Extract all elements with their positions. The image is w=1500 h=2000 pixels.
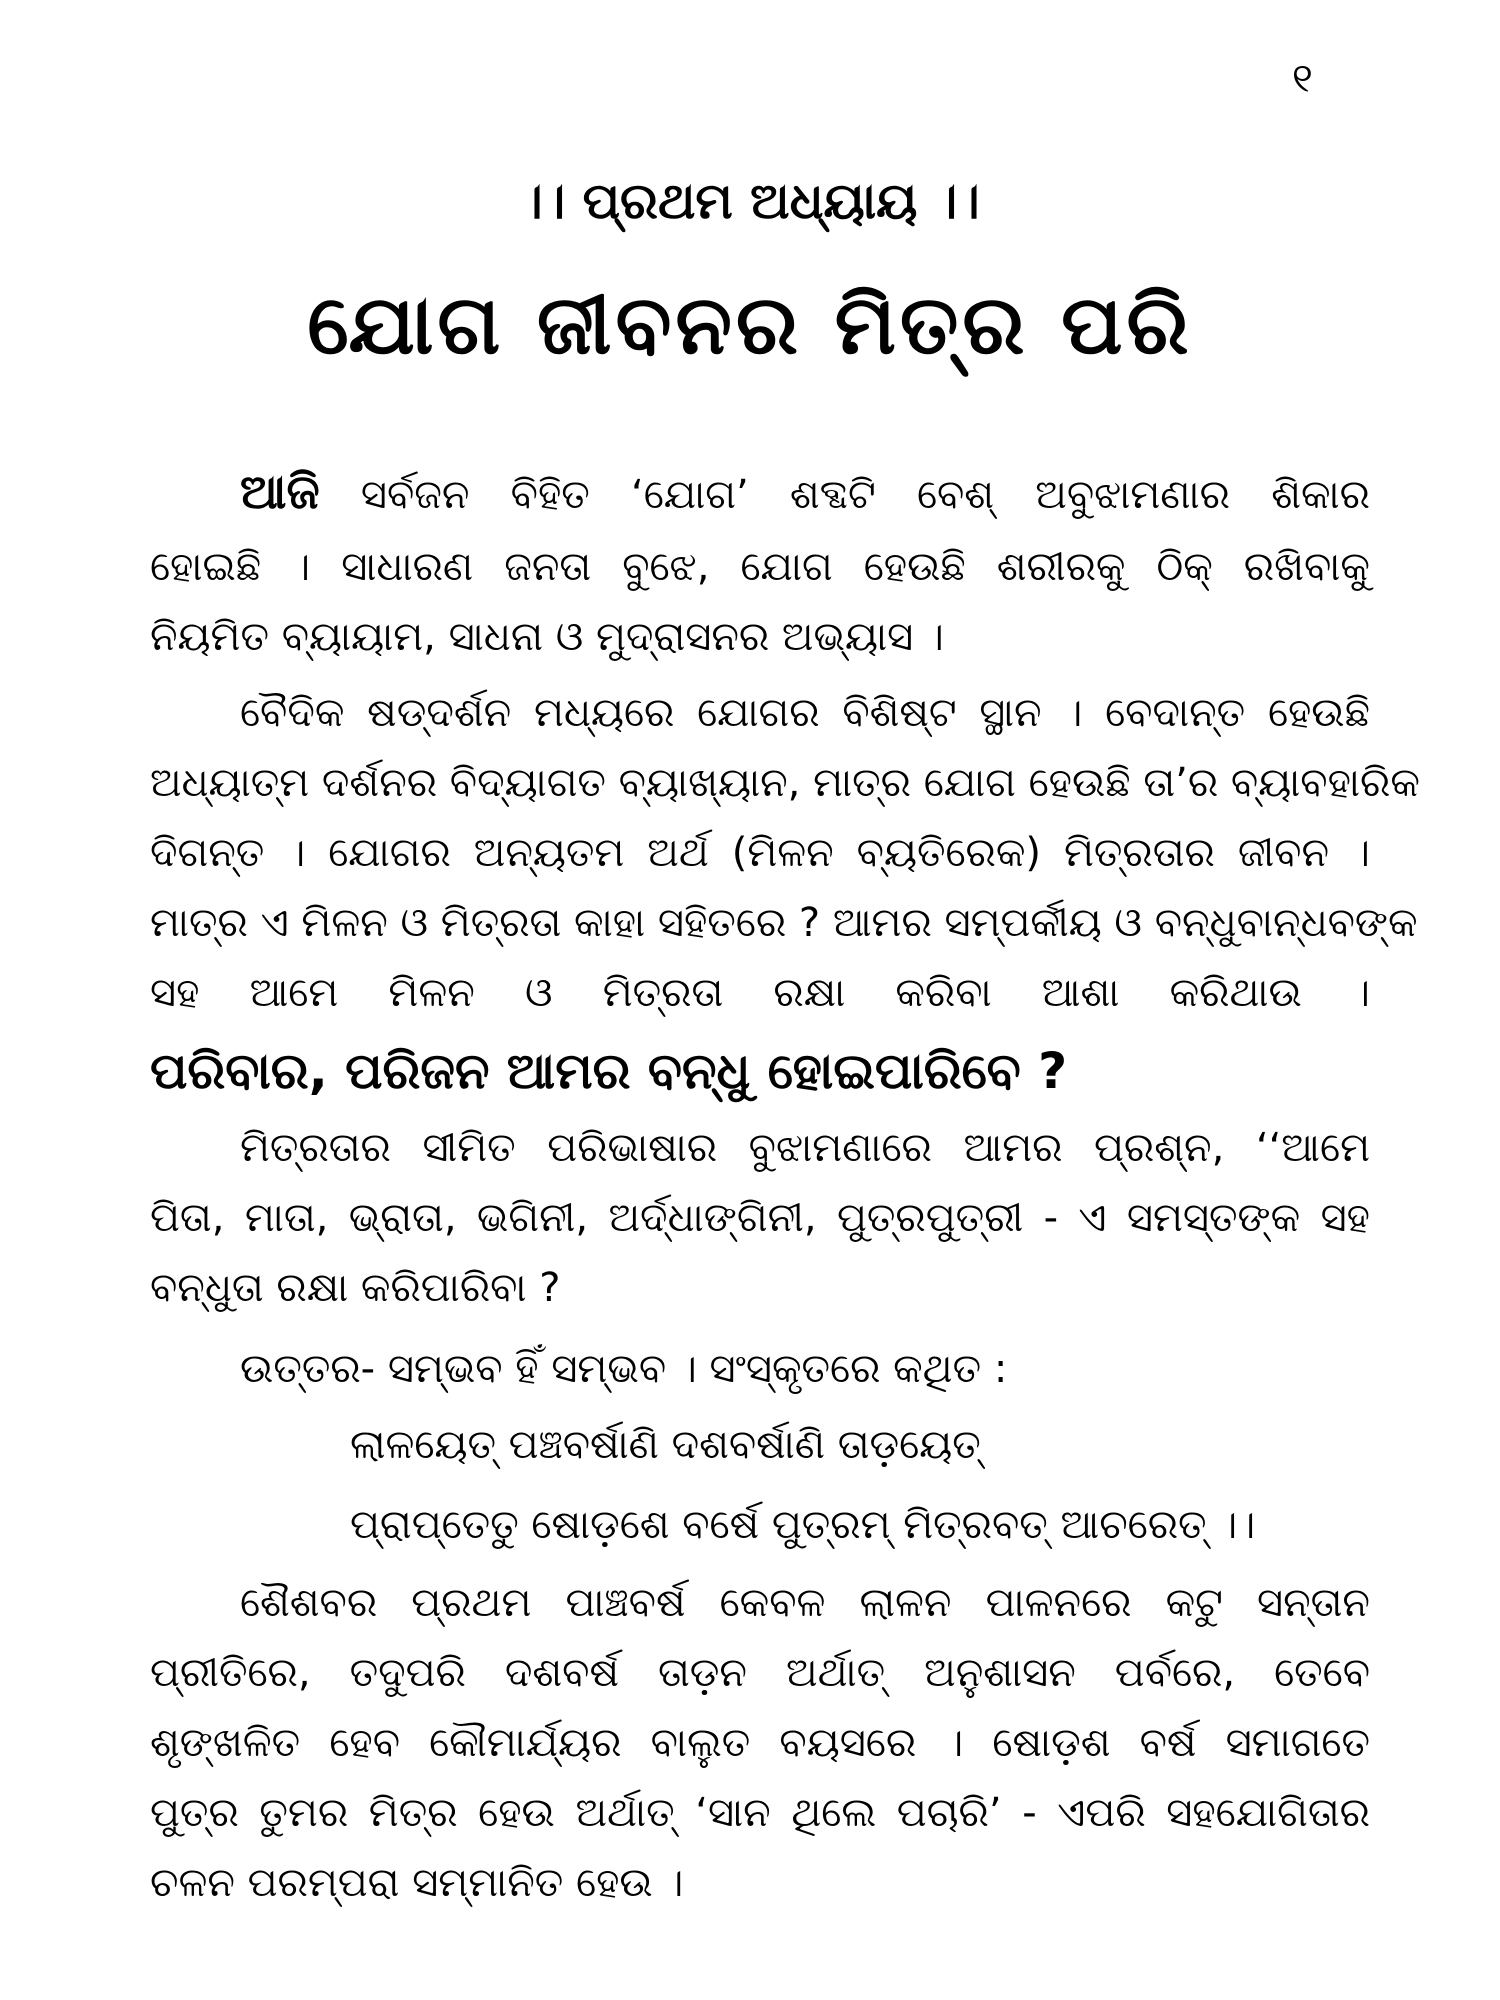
paragraph-line: ପିତା, ମାତା, ଭ୍ରାତା, ଭଗିନୀ, ଅର୍ଦ୍ଧାଙ୍ଗିନୀ, ପୁତ୍ରପୁତ୍ରୀ - ଏ ସମସ୍ତଙ୍କ ସହ [150,1195,1370,1241]
page-number: ୧ [1292,56,1313,102]
chapter-label: ।। ପ୍ରଥମ ଅଧ୍ୟାୟ ।। [520,172,980,230]
line-text: ସର୍ବଜନ ବିହିତ ‘ଯୋଗ’ ଶବ୍ଦଟି ବେଶ୍ ଅବୁଝାମଣାର ଶିକାର [319,472,1370,518]
section-heading: ପରିବାର, ପରିଜନ ଆମର ବନ୍ଧୁ ହୋଇପାରିବେ ? [150,1042,1068,1100]
paragraph-line: ପୁତ୍ର ତୁମର ମିତ୍ର ହେଉ ଅର୍ଥାତ୍ ‘ସାନ ଥିଲେ ପଚାରି’ - ଏପରି ସହଯୋଗିତାର [150,1790,1370,1836]
paragraph-line: ସହ ଆମେ ମିଳନ ଓ ମିତ୍ରତା ରକ୍ଷା କରିବା ଆଶା କରିଥାଉ । [150,970,1370,1016]
paragraph-line: ମାତ୍ର ଏ ମିଳନ ଓ ମିତ୍ରତା କାହା ସହିତରେ ? ଆମର ସମ୍ପର୍କୀୟ ଓ ବନ୍ଧୁବାନ୍ଧବଙ୍କ [150,900,1418,946]
paragraph-line: ହୋଇଛି । ସାଧାରଣ ଜନତା ବୁଝେ, ଯୋଗ ହେଉଛି ଶରୀରକୁ ଠିକ୍ ରଖିବାକୁ [150,544,1370,590]
paragraph-line: ଚଳନ ପରମ୍ପରା ସମ୍ମାନିତ ହେଉ । [150,1860,684,1906]
verse-line: ଲାଳୟେତ୍ ପଞ୍ଚବର୍ଷାଣି ଦଶବର୍ଷାଣି ତାଡ଼ୟେତ୍ [350,1422,981,1468]
paragraph-line: ଶୃଙ୍ଖଳିତ ହେବ କୌମାର୍ଯ୍ୟର ବାଲୁତ ବୟସରେ । ଷୋଡ଼ଶ ବର୍ଷ ସମାଗତେ [150,1720,1370,1766]
paragraph-line: ମିତ୍ରତାର ସୀମିତ ପରିଭାଷାର ବୁଝାମଣାରେ ଆମର ପ୍ରଶ୍ନ, ‘‘ଆମେ [240,1125,1370,1171]
paragraph-line: ବୈଦିକ ଷଡ୍ଦର୍ଶନ ମଧ୍ୟରେ ଯୋଗର ବିଶିଷ୍ଟ ସ୍ଥାନ । ବେଦାନ୍ତ ହେଉଛି [240,690,1370,736]
paragraph-line: ଶୈଶବର ପ୍ରଥମ ପାଞ୍ଚବର୍ଷ କେବଳ ଲାଳନ ପାଳନରେ କଟୁ ସନ୍ତାନ [240,1580,1370,1626]
lead-word: ଆଜି [240,464,320,520]
chapter-title: ଯୋଗ ଜୀବନର ମିତ୍ର ପରି [307,278,1193,373]
verse-line: ପ୍ରାପ୍ତେତୁ ଷୋଡ଼ଶେ ବର୍ଷେ ପୁତ୍ରମ୍ ମିତ୍ରବତ୍ ଆଚରେତ୍ ।। [350,1502,1256,1548]
paragraph-line: ଅଧ୍ୟାତ୍ମ ଦର୍ଶନର ବିଦ୍ୟାଗତ ବ୍ୟାଖ୍ୟାନ, ମାତ୍ର ଯୋଗ ହେଉଛି ତା’ର ବ୍ୟାବହାରିକ [150,760,1420,806]
answer-line: ଉତ୍ତର- ସମ୍ଭବ ହିଁ ସମ୍ଭବ । ସଂସ୍କୃତରେ କଥିତ : [240,1346,1008,1392]
paragraph-line: ବନ୍ଧୁତା ରକ୍ଷା କରିପାରିବା ? [150,1265,561,1311]
paragraph-line: ନିୟମିତ ବ୍ୟାୟାମ, ସାଧନା ଓ ମୁଦ୍ରାସନର ଅଭ୍ୟାସ । [150,614,944,660]
paragraph-line: ପ୍ରୀତିରେ, ତଦୁପରି ଦଶବର୍ଷ ତାଡ଼ନ ଅର୍ଥାତ୍ ଅନୁଶାସନ ପର୍ବରେ, ତେବେ [150,1650,1370,1696]
paragraph-line: ଦିଗନ୍ତ । ଯୋଗର ଅନ୍ୟତମ ଅର୍ଥ (ମିଳନ ବ୍ୟତିରେକ) ମିତ୍ରତାର ଜୀବନ । [150,830,1370,876]
paragraph-line [240,464,1370,521]
